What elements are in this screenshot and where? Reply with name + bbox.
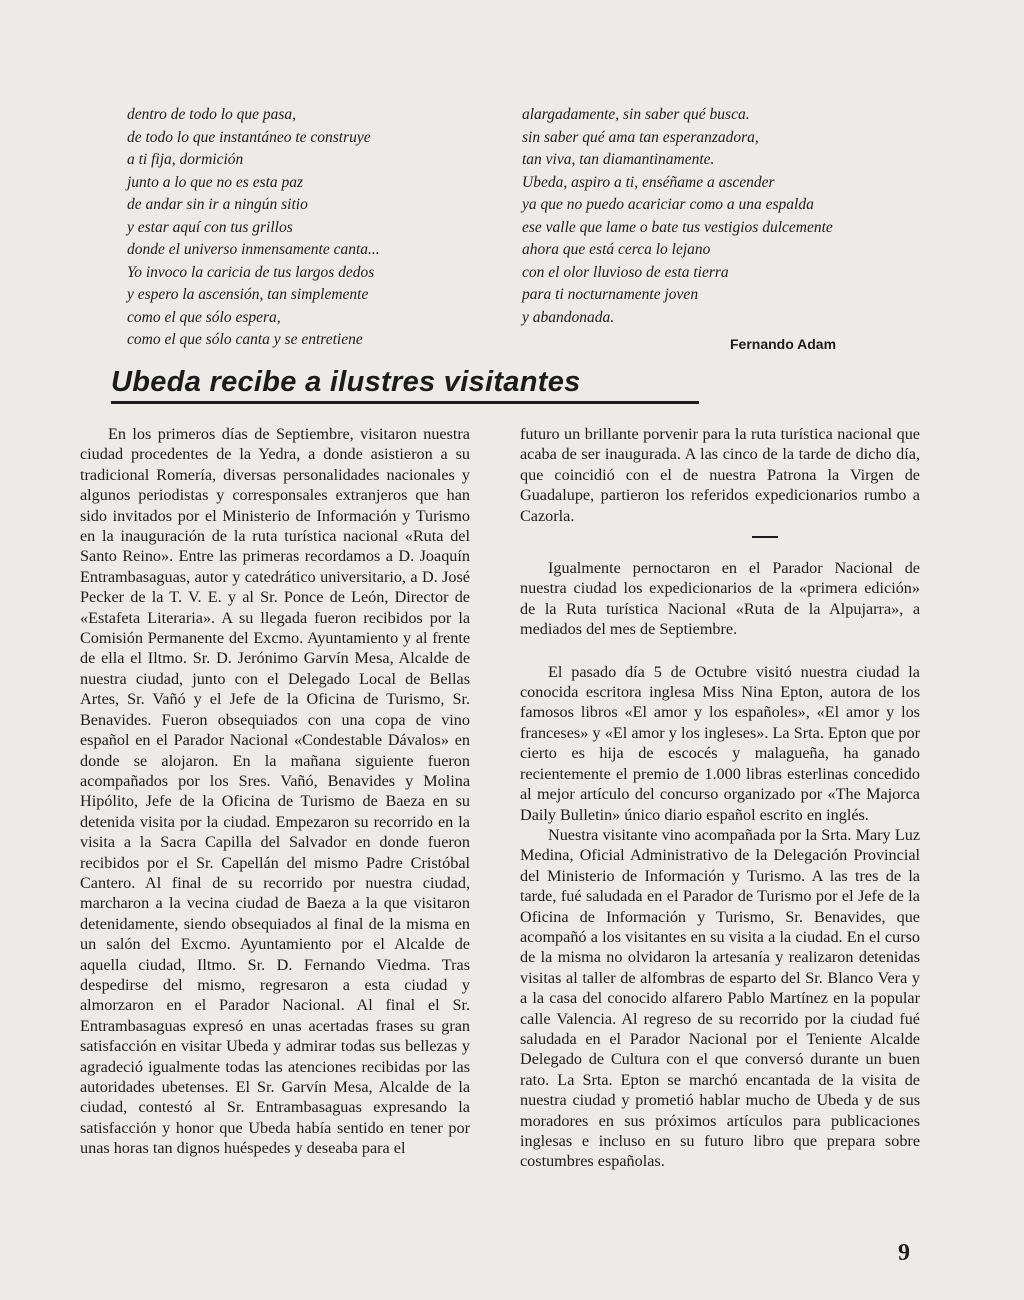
poem-line: dentro de todo lo que pasa,: [127, 106, 297, 123]
poem-line: de andar sin ir a ningún sitio: [127, 196, 308, 213]
poem-line: alargadamente, sin saber qué busca.: [522, 106, 750, 123]
poem-line: ese valle que lame o bate tus vestigios dulcemente: [522, 218, 833, 236]
article-column-right: [520, 424, 920, 1172]
poem-line: y espero la ascensión, tan simplemente: [127, 286, 369, 303]
article-paragraph: Nuestra visitante vino acompañada por la Srta. Mary Luz Medina, Oficial Administrativo de la Delegación Provincial del Ministerio de Información y Turismo. A las tres de la tarde, fué saludada en el Parador de Turismo por el Jefe de la Oficina de Información y Turismo, Sr. Benavides, que acompañó a los visitantes en su visita a la ciudad. En el curso de la misma no olvidaron la artesanía y realizaron detenidas visitas al taller de alfombras de esparto del Sr. Blanco Vera y a la casa del conocido alfarero Pablo Martínez en la popular calle Valencia. Al regreso de su recorrido por la ciudad fué saludada en el Parador Nacional por el Teniente Alcalde Delegado de Cultura con el que conversó durante un buen rato. La Srta. Epton se marchó encantada de la visita de nuestra ciudad y prometió hablar mucho de Ubeda y de sus moradores en sus próximos artículos para publicaciones inglesas e incluso en su futuro libro que prepara sobre costumbres españolas.: [520, 825, 920, 1171]
poem-line: ahora que está cerca lo lejano: [522, 241, 711, 258]
poem-line: Ubeda, aspiro a ti, enséñame a ascender: [522, 173, 775, 191]
poem-line: para ti nocturnamente joven: [522, 286, 699, 303]
poem-line: sin saber qué ama tan esperanzadora,: [522, 128, 759, 146]
poem-left-stanza: [127, 104, 380, 352]
poem-line: con el olor lluvioso de esta tierra: [522, 263, 729, 281]
poem-line: y abandonada.: [522, 308, 615, 326]
section-divider: [752, 536, 778, 538]
article-paragraph: En los primeros días de Septiembre, visitaron nuestra ciudad procedentes de la Yedra, a donde asistieron a su tradicional Romería, diversas personalidades nacionales y algunos periodistas y corresponsales extranjeros que han sido invitados por el Ministerio de Información y Turismo en la inauguración de la ruta turística nacional «Ruta del Santo Reino». Entre las primeras recordamos a D. Joaquín Entrambasaguas, autor y catedrático universitario, a D. José Pecker de la T. V. E. y al Sr. Ponce de León, Director de «Estafeta Literaria». A su llegada fueron recibidos por la Comisión Permanente del Excmo. Ayuntamiento y al frente de ella el Iltmo. Sr. D. Jerónimo Garvín Mesa, Alcalde de nuestra ciudad, junto con el Delegado Local de Bellas Artes, Sr. Vañó y el Jefe de la Oficina de Turismo, Sr. Benavides. Fueron obsequiados con una copa de vino español en el Parador Nacional «Condestable Dávalos» en donde se alojaron. En la mañana siguiente fueron acompañados por los Sres. Vañó, Benavides y Molina Hipólito, Jefe de la Oficina de Turismo de Baeza en su detenida visita por la ciudad. Empezaron su recorrido en la visita a la Sacra Capilla del Salvador en donde fueron recibidos por el Sr. Capellán del mismo Padre Cristóbal Cantero. Al final de su recorrido por nuestra ciudad, marcharon a la vecina ciudad de Baeza a la que visitaron detenidamente, siendo obsequiados al final de la misma en un salón del Excmo. Ayuntamiento por el Alcalde de aquella ciudad, Iltmo. Sr. D. Fernando Viedma. Tras despedirse del mismo, regresaron a esta ciudad y almorzaron en el Parador Nacional. Al final el Sr. Entrambasaguas expresó en unas acertadas frases su gran satisfacción en visitar Ubeda y admirar todas sus bellezas y agradeció igualmente todas las atenciones recibidas por las autoridades ubetenses. El Sr. Garvín Mesa, Alcalde de la ciudad, contestó al Sr. Entrambasaguas expresando la satisfacción y honor que Ubeda había sentido en tener por unas horas tan dignos huéspedes y deseaba para el: [80, 425, 470, 1158]
poem-line: como el que sólo espera,: [127, 308, 281, 326]
poem-line: como el que sólo canta y se entretiene: [127, 331, 363, 348]
page-number: 9: [898, 1240, 910, 1266]
poem-right-stanza: [522, 104, 833, 329]
poem-line: y estar aquí con tus grillos: [127, 218, 293, 236]
poem-author: Fernando Adam: [730, 336, 837, 352]
poem-line: de todo lo que instantáneo te construye: [127, 128, 371, 146]
poem-line: junto a lo que no es esta paz: [127, 173, 304, 191]
poem-line: tan viva, tan diamantinamente.: [522, 151, 715, 168]
article-headline: Ubeda recibe a ilustres visitantes: [111, 366, 699, 404]
poem-line: a ti fija, dormición: [127, 151, 244, 168]
article-column-left: [80, 424, 470, 1159]
poem-line: ya que no puedo acariciar como a una espalda: [522, 196, 814, 213]
poem-line: donde el universo inmensamente canta...: [127, 241, 380, 258]
article-paragraph: El pasado día 5 de Octubre visitó nuestra ciudad la conocida escritora inglesa Miss Nina Epton, autora de los famosos libros «El amor y los españoles», «El amor y los franceses» y «El amor y los ingleses». La Srta. Epton que por cierto es hija de escocés y malagueña, ha ganado recientemente el premio de 1.000 libras esterlinas concedido al mejor artículo del concurso organizado por «The Majorca Daily Bulletin» único diario español escrito en inglés.: [520, 662, 920, 824]
article-paragraph: futuro un brillante porvenir para la ruta turística nacional que acaba de ser inaugurada. A las cinco de la tarde de dicho día, que coincidió con el de nuestra Patrona la Virgen de Guadalupe, partieron los referidos expedicionarios rumbo a Cazorla.: [520, 425, 920, 525]
article-paragraph: Igualmente pernoctaron en el Parador Nacional de nuestra ciudad los expedicionarios de la «primera edición» de la Ruta turística Nacional «Ruta de la Alpujarra», a mediados del mes de Septiembre.: [520, 559, 920, 639]
poem-line: Yo invoco la caricia de tus largos dedos: [127, 263, 375, 281]
